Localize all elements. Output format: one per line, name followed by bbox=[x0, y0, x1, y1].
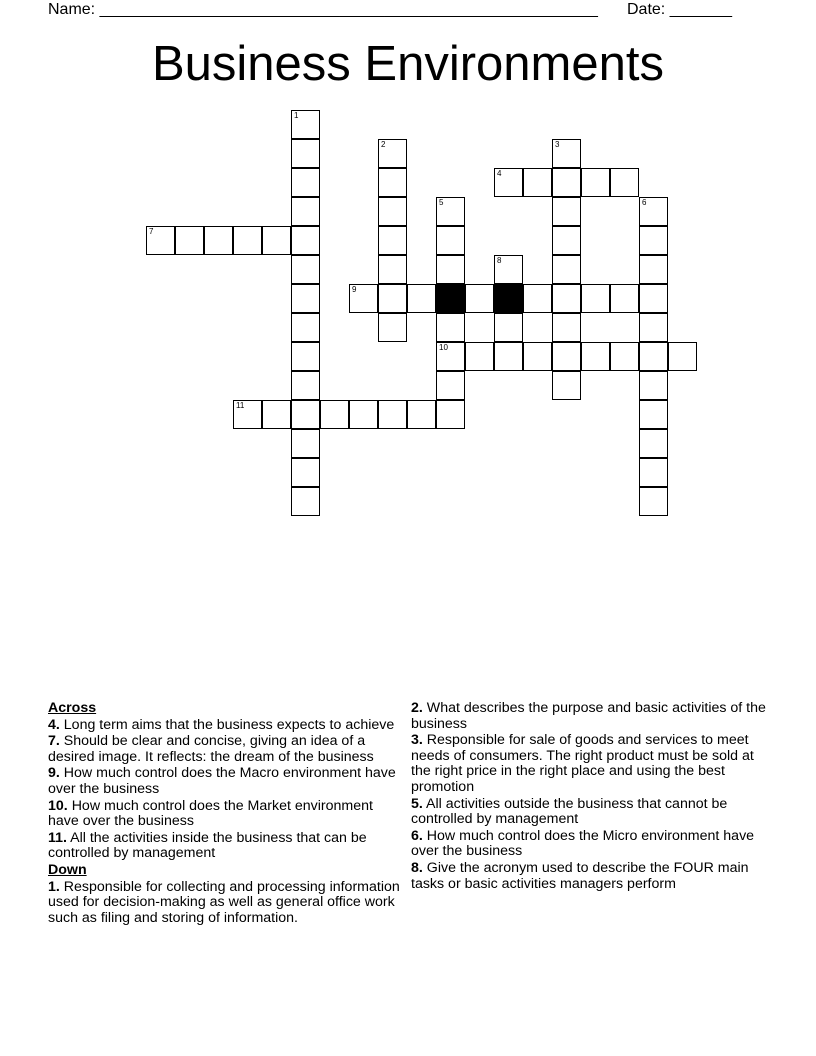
grid-cell[interactable] bbox=[175, 226, 204, 255]
grid-cell[interactable] bbox=[494, 342, 523, 371]
cell-number: 5 bbox=[439, 198, 444, 207]
cell-number: 4 bbox=[497, 169, 502, 178]
grid-cell[interactable] bbox=[552, 168, 581, 197]
grid-cell[interactable] bbox=[639, 429, 668, 458]
cell-number: 8 bbox=[497, 256, 502, 265]
grid-cell[interactable] bbox=[581, 342, 610, 371]
clue-number: 11. bbox=[48, 829, 67, 846]
grid-cell[interactable] bbox=[291, 487, 320, 516]
clue-across-11 bbox=[48, 831, 403, 862]
grid-cell[interactable] bbox=[552, 284, 581, 313]
clue-number: 3. bbox=[411, 732, 423, 749]
grid-cell[interactable] bbox=[552, 342, 581, 371]
across-heading: Across bbox=[48, 700, 97, 716]
clues-left-column bbox=[48, 701, 403, 927]
grid-cell[interactable] bbox=[349, 284, 378, 313]
grid-cell[interactable] bbox=[465, 284, 494, 313]
grid-cell[interactable] bbox=[581, 284, 610, 313]
grid-cell[interactable] bbox=[291, 342, 320, 371]
grid-cell[interactable] bbox=[378, 255, 407, 284]
clue-text: All the activities inside the business that can be controlled by management bbox=[48, 829, 367, 862]
grid-cell[interactable] bbox=[291, 255, 320, 284]
grid-cell[interactable] bbox=[291, 110, 320, 139]
grid-cell[interactable] bbox=[378, 400, 407, 429]
grid-cell[interactable] bbox=[552, 197, 581, 226]
grid-cell[interactable] bbox=[436, 400, 465, 429]
clue-text: All activities outside the business that cannot be controlled by management bbox=[411, 795, 728, 828]
grid-cell[interactable] bbox=[291, 168, 320, 197]
black-cell bbox=[436, 284, 465, 313]
cell-number: 6 bbox=[642, 198, 647, 207]
grid-cell[interactable] bbox=[552, 139, 581, 168]
grid-cell[interactable] bbox=[378, 139, 407, 168]
clue-down-3 bbox=[411, 733, 776, 795]
grid-cell[interactable] bbox=[639, 197, 668, 226]
date-field-label: Date: _______ bbox=[627, 1, 732, 18]
clue-across-9 bbox=[48, 766, 403, 797]
page-title: Business Environments bbox=[151, 37, 664, 91]
grid-cell[interactable] bbox=[639, 255, 668, 284]
cell-number: 3 bbox=[555, 140, 560, 149]
grid-cell[interactable] bbox=[639, 400, 668, 429]
clue-text: Responsible for collecting and processing information used for decision-making as well as general office work such as filing and storing of information. bbox=[48, 878, 400, 926]
grid-cell[interactable] bbox=[291, 429, 320, 458]
clue-down-5 bbox=[411, 797, 776, 828]
grid-cell[interactable] bbox=[523, 284, 552, 313]
grid-cell[interactable] bbox=[436, 313, 465, 342]
clue-down-1 bbox=[48, 880, 403, 927]
grid-cell[interactable] bbox=[610, 342, 639, 371]
grid-cell[interactable] bbox=[436, 342, 465, 371]
clue-number: 8. bbox=[411, 859, 423, 876]
grid-cell[interactable] bbox=[291, 371, 320, 400]
grid-cell[interactable] bbox=[639, 284, 668, 313]
clue-number: 6. bbox=[411, 827, 423, 844]
clue-text: How much control does the Market environment have over the business bbox=[48, 797, 373, 830]
grid-cell[interactable] bbox=[552, 226, 581, 255]
grid-cell[interactable] bbox=[291, 226, 320, 255]
cell-number: 10 bbox=[439, 343, 448, 352]
grid-cell[interactable] bbox=[146, 226, 175, 255]
grid-cell[interactable] bbox=[552, 255, 581, 284]
grid-cell[interactable] bbox=[639, 371, 668, 400]
clue-text: Responsible for sale of goods and services to meet needs of consumers. The right product must be sold at the right price in the right place and using the best promotion bbox=[411, 732, 754, 795]
grid-cell[interactable] bbox=[639, 458, 668, 487]
clue-down-8 bbox=[411, 861, 776, 892]
grid-cell[interactable] bbox=[436, 197, 465, 226]
clue-text: What describes the purpose and basic activities of the business bbox=[411, 700, 766, 732]
clues-right-column bbox=[411, 701, 776, 893]
grid-cell[interactable] bbox=[233, 400, 262, 429]
clue-text: How much control does the Macro environment have over the business bbox=[48, 765, 396, 797]
grid-cell[interactable] bbox=[291, 139, 320, 168]
clue-down-2 bbox=[411, 701, 776, 732]
clue-number: 9. bbox=[48, 765, 60, 782]
cell-number: 9 bbox=[352, 285, 357, 294]
name-field-label: Name: ________________________________________________________ bbox=[48, 1, 598, 18]
grid-cell[interactable] bbox=[291, 284, 320, 313]
black-cell bbox=[494, 284, 523, 313]
cell-number: 11 bbox=[236, 401, 245, 410]
grid-cell[interactable] bbox=[494, 313, 523, 342]
grid-cell[interactable] bbox=[378, 284, 407, 313]
grid-cell[interactable] bbox=[291, 400, 320, 429]
clue-text: How much control does the Micro environment have over the business bbox=[411, 827, 755, 860]
clue-text: Should be clear and concise, giving an idea of a desired image. It reflects: the dream of the business bbox=[48, 733, 374, 765]
clue-number: 4. bbox=[48, 716, 60, 733]
grid-cell[interactable] bbox=[291, 458, 320, 487]
grid-cell[interactable] bbox=[668, 342, 697, 371]
grid-cell[interactable] bbox=[262, 400, 291, 429]
grid-cell[interactable] bbox=[523, 168, 552, 197]
grid-cell[interactable] bbox=[407, 400, 436, 429]
grid-cell[interactable] bbox=[291, 313, 320, 342]
grid-cell[interactable] bbox=[610, 284, 639, 313]
grid-cell[interactable] bbox=[581, 168, 610, 197]
clue-number: 10. bbox=[48, 797, 68, 814]
clue-number: 5. bbox=[411, 795, 423, 812]
clue-text: Give the acronym used to describe the FOUR main tasks or basic activities managers perform bbox=[411, 859, 749, 892]
grid-cell[interactable] bbox=[349, 400, 378, 429]
cell-number: 7 bbox=[149, 227, 154, 236]
grid-cell[interactable] bbox=[436, 371, 465, 400]
grid-cell[interactable] bbox=[436, 255, 465, 284]
cell-number: 2 bbox=[381, 140, 386, 149]
clue-down-6 bbox=[411, 829, 776, 860]
clue-text: Long term aims that the business expects to achieve bbox=[63, 716, 395, 733]
grid-cell[interactable] bbox=[494, 255, 523, 284]
grid-cell[interactable] bbox=[407, 284, 436, 313]
clue-across-7 bbox=[48, 734, 403, 765]
grid-cell[interactable] bbox=[610, 168, 639, 197]
clue-across-4 bbox=[48, 718, 403, 734]
grid-cell[interactable] bbox=[378, 197, 407, 226]
clue-across-10 bbox=[48, 799, 403, 830]
grid-cell[interactable] bbox=[552, 371, 581, 400]
grid-cell[interactable] bbox=[494, 168, 523, 197]
grid-cell[interactable] bbox=[378, 226, 407, 255]
grid-cell[interactable] bbox=[378, 313, 407, 342]
clue-number: 1. bbox=[48, 878, 60, 895]
clue-number: 7. bbox=[48, 733, 60, 750]
grid-cell[interactable] bbox=[262, 226, 291, 255]
grid-cell[interactable] bbox=[233, 226, 262, 255]
grid-cell[interactable] bbox=[204, 226, 233, 255]
grid-cell[interactable] bbox=[320, 400, 349, 429]
grid-cell[interactable] bbox=[291, 197, 320, 226]
grid-cell[interactable] bbox=[552, 313, 581, 342]
grid-cell[interactable] bbox=[639, 487, 668, 516]
cell-number: 1 bbox=[294, 111, 299, 120]
grid-cell[interactable] bbox=[523, 342, 552, 371]
grid-cell[interactable] bbox=[436, 226, 465, 255]
grid-cell[interactable] bbox=[639, 313, 668, 342]
down-heading: Down bbox=[48, 861, 87, 878]
grid-cell[interactable] bbox=[378, 168, 407, 197]
grid-cell[interactable] bbox=[639, 342, 668, 371]
clue-number: 2. bbox=[411, 700, 423, 716]
grid-cell[interactable] bbox=[465, 342, 494, 371]
grid-cell[interactable] bbox=[639, 226, 668, 255]
